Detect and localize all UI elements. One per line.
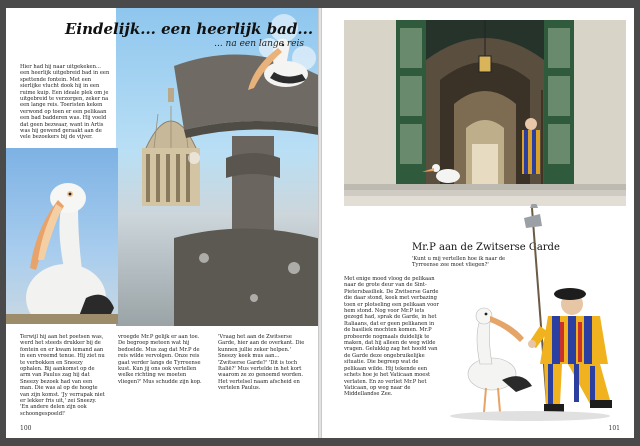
page-number-left: 100 <box>20 425 32 432</box>
story-paragraph-4: 'Vraag het aan de Zwitserse Garde, hier aan de overkant. Die kunnen jullie zeker helpen.' Sneezy keek mus aan... 'Zwitserse Garde?' 'Dit is toch Italië?' Mus vertelde in het kort waarom ze zo genoemd worden. Het vertelsel naam afscheid en vertelen Paulus. <box>218 334 305 392</box>
vatican-gate-photo <box>344 20 626 206</box>
left-page <box>6 8 318 438</box>
chapter-title-block <box>64 20 314 49</box>
book-spread <box>6 8 634 438</box>
chapter-title: Eindelijk... een heerlijk bad... <box>64 20 314 38</box>
swiss-guard-illustration <box>440 204 630 424</box>
archway-image <box>344 20 626 206</box>
story-paragraph-3: vroegde Mr.P gelijk er aan toe. De begroep meteen wat hij bedoelde. Mus zag dat Mr.P de reis wilde vervolgen. Onze reis gaat verder langs de Tyrreense kust. Kun jij ons ook vertellen welke richting we moeten vliegen?' Mus schudde zijn kop. <box>118 334 202 385</box>
chapter-subtitle: ... na een lange reis <box>214 39 304 49</box>
fountain-image <box>174 8 318 326</box>
right-page <box>322 8 634 438</box>
story-paragraph-5: Met enige moed vloog de pelikaan naar de grote deur van de Sint-Pietersbasiliek. De Zwitserse Garde die daar stond, keek met verbazing toen er plotseling een pelikaan voor hem stond. Nog voor Mr.P iets gezegd had, sprak de Garde, in het Italiaans, dat er geen pelikanen in de basiliek mochten komen. Mr.P probeerde nogmaals duidelijk te maken, dat hij alleen de weg wilde vragen. Gelukkig zag het hoofd van de Garde deze ongebruikelijke situatie. Die begreep wat de pelikaan wilde. Hij tekende een schets hoe je het Vaticaan moest verlaten. En zo verliet Mr.P het Vaticaan, op weg naar de Middellandse Zee. <box>344 276 439 398</box>
section-heading: Mr.P aan de Zwitserse Garde <box>412 242 560 253</box>
swiss-guard-drawing <box>440 204 630 424</box>
story-paragraph-1: Hier had hij naar uitgekeken... een heerlijk uitgebreid bad in een spettende fontein. Met een sierlijke vlucht dook hij in een ruime kuip. Een ideale plek om je uitgebreid te verzorgen, zeker na een lange reis. Toeristen keken verwond op toen er een pelikaan een bad badderen was. Hij voeld dat geen bezwaar, want in Artis was hij gewend geraakt aan de vele bezoekers bij de vijver. <box>20 64 110 141</box>
pelican-closeup-image <box>6 148 118 324</box>
story-paragraph-2: Terwijl hij aan het poetsen was, werd het steeds drukker bij de fontein en er kwam iemand aan in een vreemd tenue. Hij ziet nu te verbokken en Sneezy ophalen. Bij aankomst op de arm van Paulus zag hij dat Sneezy bezoek had van een man. Die was al op de hoogte van zijn komst. 'Jy verrapak niet er lekker fris uit,' zei Sneezy. 'En andere delen zijn ook schoongespoeld!' <box>20 334 105 417</box>
pelican-photo <box>6 148 118 324</box>
section-quote: 'Kunt u mij vertellen hoe ik naar de Tyrreense zee moet vliegen?' <box>412 256 506 269</box>
page-number-right: 101 <box>608 425 620 432</box>
fountain-photo <box>116 8 318 326</box>
